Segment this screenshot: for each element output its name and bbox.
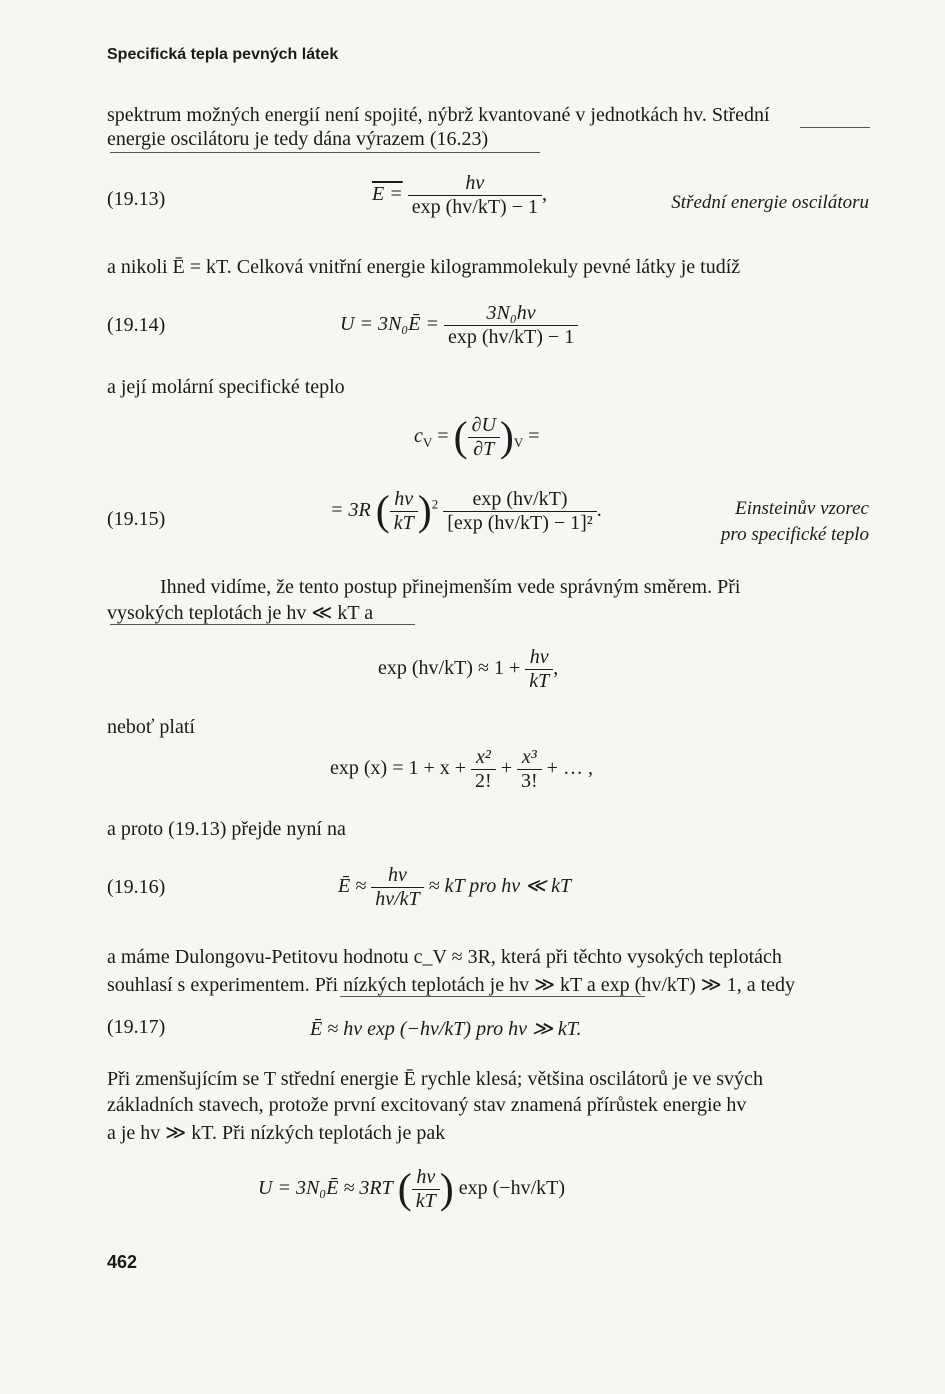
equation-lhs: exp (x) = 1 + x + [330,757,467,780]
numerator: exp (hv/kT) [472,488,568,510]
plus: + [500,757,512,780]
pencil-underline [110,152,540,153]
equation-note-line-1: Einsteinův vzorec [735,498,869,519]
fraction [517,746,542,793]
denominator: 3! [517,769,542,793]
paren-close: ) [499,414,514,461]
equation-number-19-14: (19.14) [107,314,166,336]
paragraph-6: a proto (19.13) přejde nyní na [107,818,346,840]
numerator: hv [465,172,485,194]
equation-series [330,746,593,793]
equation-lhs: exp (hv/kT) ≈ 1 + [378,657,521,680]
paragraph-8-line-2: základních stavech, protože první excitovaný stav znamená přírůstek energie hv [107,1094,747,1116]
numerator: hv [416,1166,436,1188]
equation-number-19-17: (19.17) [107,1016,166,1038]
equation-19-13 [372,172,547,219]
period: . [596,499,602,522]
comma: , [541,183,547,206]
equation-number-19-15: (19.15) [107,508,166,530]
denominator: kT [390,511,418,535]
fraction [412,1166,440,1213]
equation-19-16 [338,864,571,911]
paragraph-8-line-3: a je hv ≫ kT. Při nízkých teplotách je pak [107,1122,446,1144]
pencil-underline [110,624,415,625]
paragraph-3: a její molární specifické teplo [107,376,345,398]
running-header: Specifická tepla pevných látek [107,46,339,63]
paragraph-2: a nikoli Ē = kT. Celková vnitřní energie kilogrammolekuly pevné látky je tudíž [107,256,741,278]
mean-energy-symbol: E = [372,183,403,206]
denominator: kT [412,1189,440,1213]
fraction [468,414,500,461]
paren-close: ) [417,488,432,535]
numerator: hv [394,488,414,510]
subscript: V [422,435,433,451]
fraction [371,864,423,911]
denominator: hv/kT [371,887,423,911]
equation-lhs: = 3R [330,499,371,522]
paragraph-8-line-1: Při zmenšujícím se T střední energie Ē rychle klesá; většina oscilátorů je ve svých [107,1068,763,1090]
cv-symbol: c [414,425,423,448]
denominator: 2! [471,769,496,793]
denominator: kT [525,669,553,693]
pencil-underline [800,127,870,128]
paren-open: ( [453,414,468,461]
equation-lhs: U = 3N₀Ē ≈ 3RT [258,1177,393,1200]
equation-note-line-2: pro specifické teplo [720,524,869,545]
subscript: V [513,435,524,451]
equation-cv [414,414,540,461]
equation-final [258,1166,565,1213]
fraction [444,302,578,349]
comma: , [553,657,559,680]
paragraph-4-line-2: vysokých teplotách je hv ≪ kT a [107,602,374,624]
fraction [408,172,542,219]
equals: = [528,425,540,448]
paragraph-7-line-2: souhlasí s experimentem. Při nízkých teplotách je hv ≫ kT a exp (hv/kT) ≫ 1, a tedy [107,974,796,996]
equals: = [437,425,449,448]
fraction [471,746,496,793]
equation-number-19-13: (19.13) [107,188,166,210]
fraction [390,488,418,535]
exponent: 2 [431,496,439,512]
equation-number-19-16: (19.16) [107,876,166,898]
equation-approx [378,646,558,693]
equation-note: Střední energie oscilátoru [671,192,869,213]
denominator: ∂T [468,437,500,461]
paragraph-1-line-1: spektrum možných energií není spojité, nýbrž kvantované v jednotkách hv. Střední [107,104,770,126]
equation-rhs: exp (−hv/kT) [458,1177,566,1200]
fraction [443,488,597,535]
numerator: x³ [521,746,537,768]
denominator: exp (hv/kT) − 1 [444,325,578,349]
numerator: x² [475,746,491,768]
pencil-underline [340,996,645,997]
paren-open: ( [397,1166,412,1213]
numerator: 3N₀hv [486,302,536,324]
page-number: 462 [107,1252,138,1272]
equation-rhs: ≈ kT pro hv ≪ kT [428,875,572,898]
equation-lhs: U = 3N₀Ē = [340,313,439,336]
paren-close: ) [439,1166,454,1213]
paragraph-7-line-1: a máme Dulongovu-Petitovu hodnotu c_V ≈ 3R, která při těchto vysokých teplotách [107,946,782,968]
fraction [525,646,553,693]
denominator: [exp (hv/kT) − 1]² [443,511,597,535]
ellipsis: + … , [546,757,593,780]
paragraph-1-line-2: energie oscilátoru je tedy dána výrazem (16.23) [107,128,489,150]
denominator: exp (hv/kT) − 1 [408,195,542,219]
numerator: ∂U [471,414,496,436]
equation-19-17: Ē ≈ hv exp (−hv/kT) pro hv ≫ kT. [310,1018,582,1040]
equation-lhs: Ē ≈ [338,875,367,898]
paragraph-4-line-1: Ihned vidíme, že tento postup přinejmenším vede správným směrem. Při [160,576,741,598]
paragraph-5: neboť platí [107,716,195,738]
equation-19-15 [330,488,602,535]
equation-19-14 [340,302,578,349]
paren-open: ( [375,488,390,535]
numerator: hv [529,646,549,668]
numerator: hv [387,864,407,886]
